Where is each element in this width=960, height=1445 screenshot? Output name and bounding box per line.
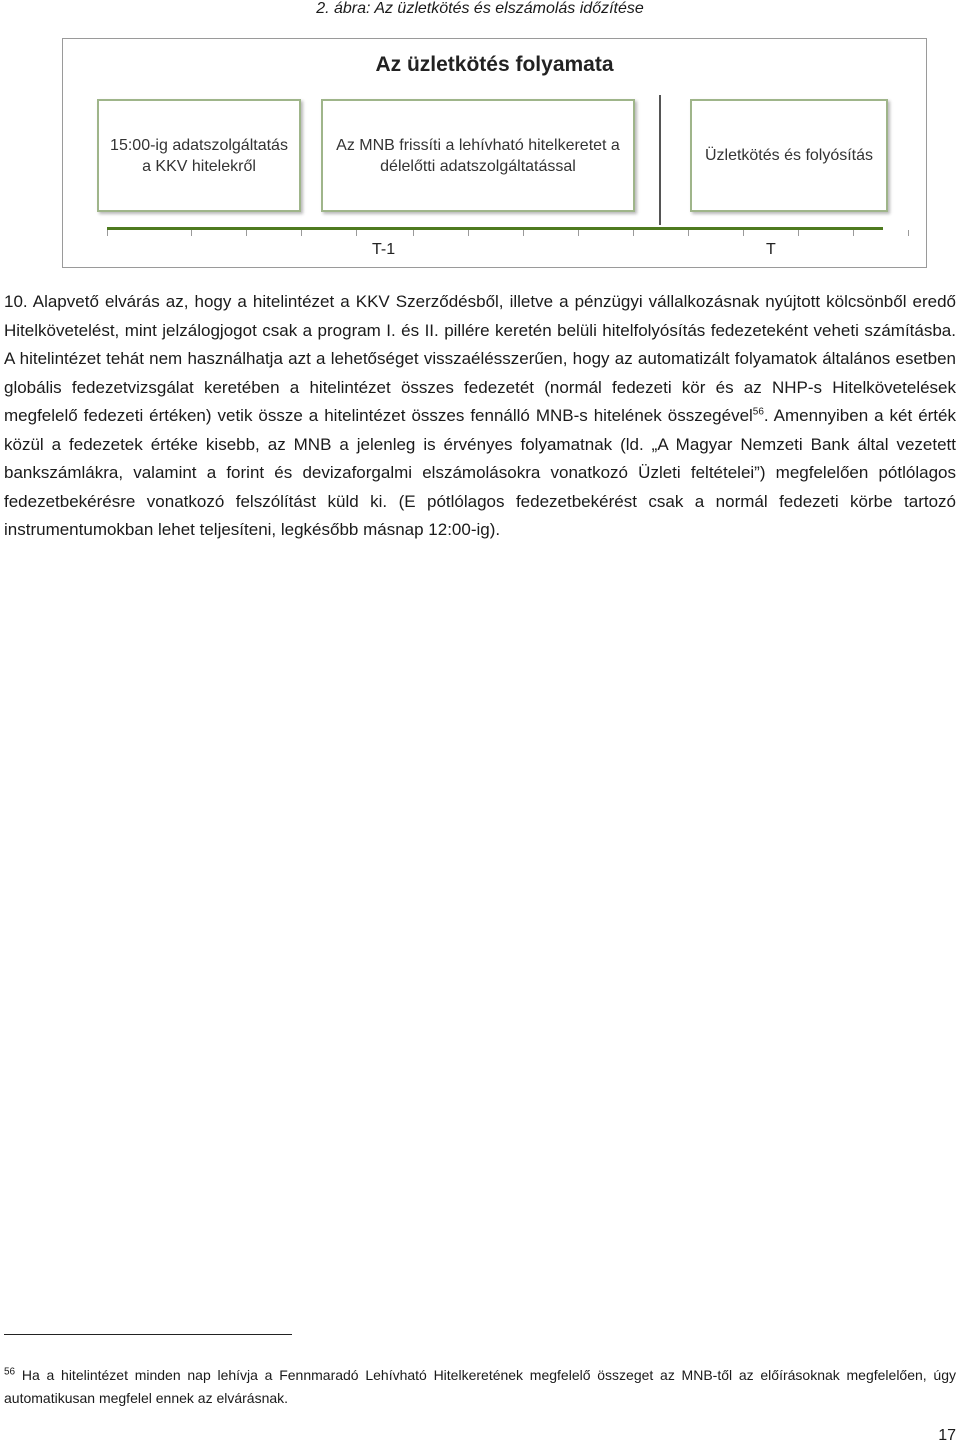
process-step-3-label: Üzletkötés és folyósítás <box>704 147 874 164</box>
timeline-tick <box>413 230 414 236</box>
process-step-1 <box>97 99 301 212</box>
timeline-tick <box>853 230 854 236</box>
paragraph-text-part1: 10. Alapvető elvárás az, hogy a hitelintézet a KKV Szerződésből, illetve a pénzügyi vállalkozásnak nyújtott kölcsönből eredő Hitelkövetelést, mint jelzálogjogot csak a program I. és II. pillére keretén belüli hitelfolyósítás fedezeteként veheti számításba. A hitelintézet tehát nem használhatja azt a lehetőséget visszaélésszerűen, hogy az automatizált folyamatok általános esetben globális fedezetvizsgálat keretében a hitelintézet összes fedezetét (normál fedezeti kör és az NHP-s Hitelkövetelések megfelelő fedezeti értéken) vetik össze a hitelintézet összes fennálló MNB-s hitelének összegével <box>4 292 956 425</box>
page-number: 17 <box>938 1427 956 1444</box>
timeline-tick <box>107 230 108 236</box>
timeline-tick <box>523 230 524 236</box>
timeline-tick <box>356 230 357 236</box>
paragraph-10 <box>4 288 956 545</box>
footnote-reference[interactable]: 56 <box>752 406 764 418</box>
footnote <box>4 1364 956 1410</box>
process-step-2 <box>321 99 635 212</box>
timeline-tick <box>246 230 247 236</box>
day-divider-line <box>659 95 661 225</box>
process-diagram <box>62 38 927 268</box>
figure-caption: 2. ábra: Az üzletkötés és elszámolás időzítése <box>316 0 644 17</box>
timeline-label-t-minus-1: T-1 <box>372 241 396 258</box>
timeline-tick <box>908 230 909 236</box>
process-step-3 <box>690 99 888 212</box>
timeline-tick <box>468 230 469 236</box>
timeline-tick <box>578 230 579 236</box>
process-step-2-label: Az MNB frissíti a lehívható hitelkeretet a délelőtti adatszolgáltatással <box>336 136 620 175</box>
timeline-bar <box>107 227 883 230</box>
timeline-tick <box>301 230 302 236</box>
timeline-tick <box>688 230 689 236</box>
footnote-separator <box>4 1334 292 1335</box>
timeline-tick <box>633 230 634 236</box>
footnote-text: Ha a hitelintézet minden nap lehívja a Fennmaradó Lehívható Hitelkeretének megfelelő összeget az MNB-től az előírásoknak megfelelően, úgy automatikusan megfelel ennek az elvárásnak. <box>4 1367 956 1406</box>
paragraph-text-part2: . Amennyiben a két érték közül a fedezetek értéke kisebb, az MNB a jelenleg is érvényes folyamatnak (ld. „A Magyar Nemzeti Bank által vezetett bankszámlákra, valamint a forint és devizaforgalmi elszámolásokra vonatkozó Üzleti feltételei”) megfelelően pótlólagos fedezetbekérésre vonatkozó felszólítást küld ki. (E pótlólagos fedezetbekérést csak a normál fedezeti körbe tartozó instrumentumokban lehet teljesíteni, legkésőbb másnap 12:00-ig). <box>4 406 956 539</box>
timeline-tick <box>191 230 192 236</box>
timeline-label-t: T <box>766 241 776 258</box>
timeline-tick <box>798 230 799 236</box>
diagram-title: Az üzletkötés folyamata <box>375 53 614 76</box>
process-step-1-label: 15:00-ig adatszolgáltatás a KKV hitelekről <box>110 136 288 175</box>
timeline-tick <box>743 230 744 236</box>
footnote-number: 56 <box>4 1366 16 1378</box>
